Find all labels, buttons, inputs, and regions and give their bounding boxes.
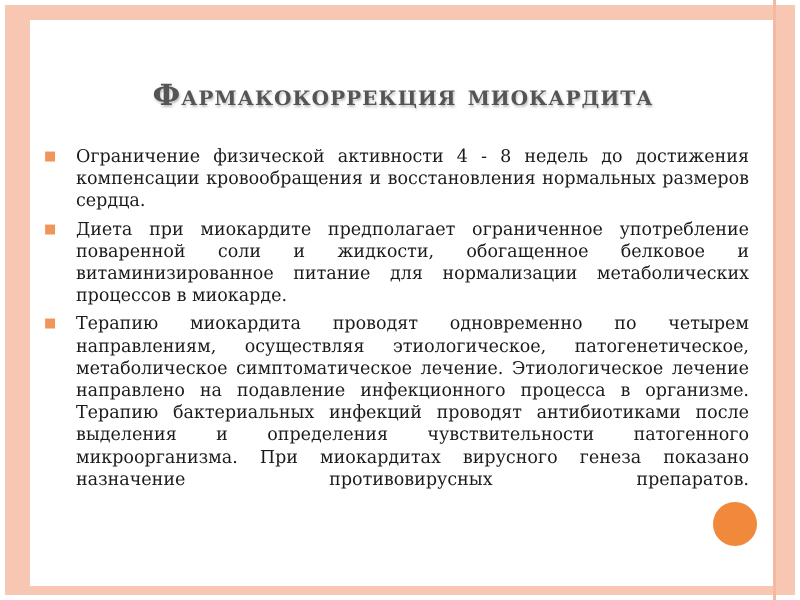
- slide-page: [30, 20, 776, 586]
- slide-title: Фармакокоррекция миокардита: [152, 78, 654, 112]
- bullet-item: [44, 219, 749, 308]
- bullet-text: Ограничение физической активности 4 - 8 недель до достижения компенсации кровообращения и восстановления нормальных размеров сердца.: [76, 147, 749, 212]
- accent-line: [773, 0, 776, 600]
- bullet-text: Терапию миокардита проводят одновременно по четырем направлениям, осуществляя этиологическое, патогенетическое, метаболическое симптоматическое лечение. Этиологическое лечение направлено на подавление инфекционного процесса в организме. Терапию бактериальных инфекций проводят антибиотиками после выделения и определения чувствительности патогенного микроорганизма. При миокардитах вирусного генеза показано назначение противовирусных препаратов.: [76, 314, 749, 490]
- slide-frame: [5, 5, 795, 595]
- bullet-icon: ■: [44, 149, 57, 164]
- bullet-icon: ■: [44, 316, 57, 332]
- bullet-list: [44, 146, 749, 497]
- bullet-text: Диета при миокардите предполагает ограниченное употребление поваренной соли и жидкости, обогащенное белковое и витаминизированное питание для нормализации метаболических процессов в миокарде.: [76, 219, 749, 307]
- bullet-item: [44, 146, 749, 213]
- bullet-item: [44, 313, 749, 491]
- decorative-circle: [713, 502, 757, 546]
- bullet-icon: ■: [44, 221, 57, 237]
